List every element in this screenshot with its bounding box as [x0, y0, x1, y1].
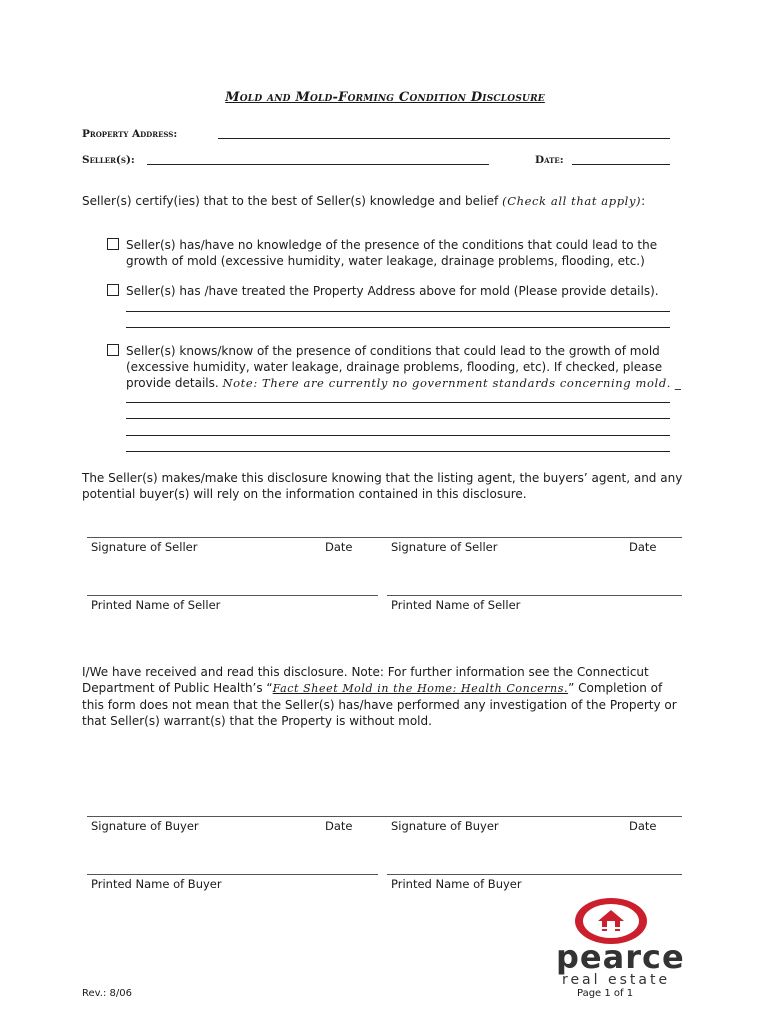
property-address-field[interactable] — [218, 138, 670, 139]
knows-details-line-4[interactable] — [126, 451, 670, 452]
option-1-line-1: Seller(s) has/have no knowledge of the presence of the conditions that could lead to the — [126, 238, 658, 252]
option-3-end: _ — [674, 376, 681, 390]
sellers-field[interactable] — [147, 164, 489, 165]
knows-details-line-2[interactable] — [126, 418, 670, 419]
reliance-line-1: The Seller(s) makes/make this disclosure knowing that the listing agent, the buyers’ agent, and any — [82, 471, 683, 485]
treated-details-line-1[interactable] — [126, 311, 670, 312]
seller-date-label-right: Date — [629, 540, 657, 554]
buyer-signature-label-right: Signature of Buyer — [391, 819, 499, 833]
option-knows-checkbox[interactable] — [107, 344, 119, 356]
option-treated-checkbox[interactable] — [107, 284, 119, 296]
option-no-knowledge-text — [126, 237, 691, 269]
option-treated-text: Seller(s) has /have treated the Property Address above for mold (Please provide details). — [126, 284, 659, 298]
option-3-line-3 — [126, 375, 691, 391]
knows-details-line-1[interactable] — [126, 402, 670, 403]
intro-instruction: (Check all that apply) — [502, 194, 642, 208]
intro-colon: : — [641, 194, 646, 208]
logo-wordmark: pearce — [556, 938, 685, 976]
reliance-paragraph — [82, 470, 702, 502]
buyer-signature-line[interactable] — [87, 816, 682, 817]
buyer-printed-name-label-right: Printed Name of Buyer — [391, 877, 522, 891]
option-3-line-2: (excessive humidity, water leakage, drainage problems, flooding, etc). If checked, please — [126, 360, 663, 374]
seller-printed-name-line-right[interactable] — [387, 595, 682, 596]
form-title: Mold and Mold-Forming Condition Disclosure — [225, 90, 545, 105]
received-line-2-start: Department of Public Health’s “ — [82, 681, 273, 695]
buyer-printed-name-line-left[interactable] — [87, 874, 378, 875]
received-line-2-end: ” Completion of — [568, 681, 663, 695]
seller-signature-label-right: Signature of Seller — [391, 540, 498, 554]
option-no-knowledge-checkbox[interactable] — [107, 238, 119, 250]
received-line-4: that Seller(s) warrant(s) that the Property is without mold. — [82, 714, 432, 728]
property-address-label: Property Address: — [82, 128, 178, 140]
intro-text: Seller(s) certify(ies) that to the best of Seller(s) knowledge and belief — [82, 194, 499, 208]
logo-tagline: real estate — [562, 972, 671, 988]
date-label: Date: — [535, 154, 564, 166]
buyer-signature-label-left: Signature of Buyer — [91, 819, 199, 833]
buyer-printed-name-line-right[interactable] — [387, 874, 682, 875]
seller-printed-name-line-left[interactable] — [87, 595, 378, 596]
seller-printed-name-label-right: Printed Name of Seller — [391, 598, 521, 612]
intro-statement — [82, 193, 645, 209]
option-knows-text — [126, 343, 691, 391]
date-field[interactable] — [572, 164, 670, 165]
received-line-3: this form does not mean that the Seller(s) has/have performed any investigation of the Property or — [82, 698, 677, 712]
treated-details-line-2[interactable] — [126, 327, 670, 328]
seller-printed-name-label-left: Printed Name of Seller — [91, 598, 221, 612]
received-paragraph — [82, 664, 702, 729]
seller-signature-line[interactable] — [87, 537, 682, 538]
seller-date-label-left: Date — [325, 540, 353, 554]
received-line-2 — [82, 680, 702, 697]
buyer-printed-name-label-left: Printed Name of Buyer — [91, 877, 222, 891]
reliance-line-2: potential buyer(s) will rely on the information contained in this disclosure. — [82, 487, 527, 501]
option-1-line-2: growth of mold (excessive humidity, water leakage, drainage problems, flooding, etc.) — [126, 254, 645, 268]
knows-details-line-3[interactable] — [126, 435, 670, 436]
option-3-note: Note: There are currently no government standards concerning mold. — [222, 376, 672, 390]
option-3-line-1: Seller(s) knows/know of the presence of conditions that could lead to the growth of mold — [126, 344, 660, 358]
received-line-1: I/We have received and read this disclosure. Note: For further information see the Connecticut — [82, 665, 649, 679]
revision-label: Rev.: 8/06 — [82, 988, 132, 999]
page-number: Page 1 of 1 — [577, 988, 634, 999]
buyer-date-label-left: Date — [325, 819, 353, 833]
option-3-provide-details: provide details. — [126, 376, 219, 390]
buyer-date-label-right: Date — [629, 819, 657, 833]
sellers-label: Seller(s): — [82, 154, 135, 166]
fact-sheet-link[interactable]: Fact Sheet Mold in the Home: Health Concerns. — [272, 682, 569, 695]
seller-signature-label-left: Signature of Seller — [91, 540, 198, 554]
